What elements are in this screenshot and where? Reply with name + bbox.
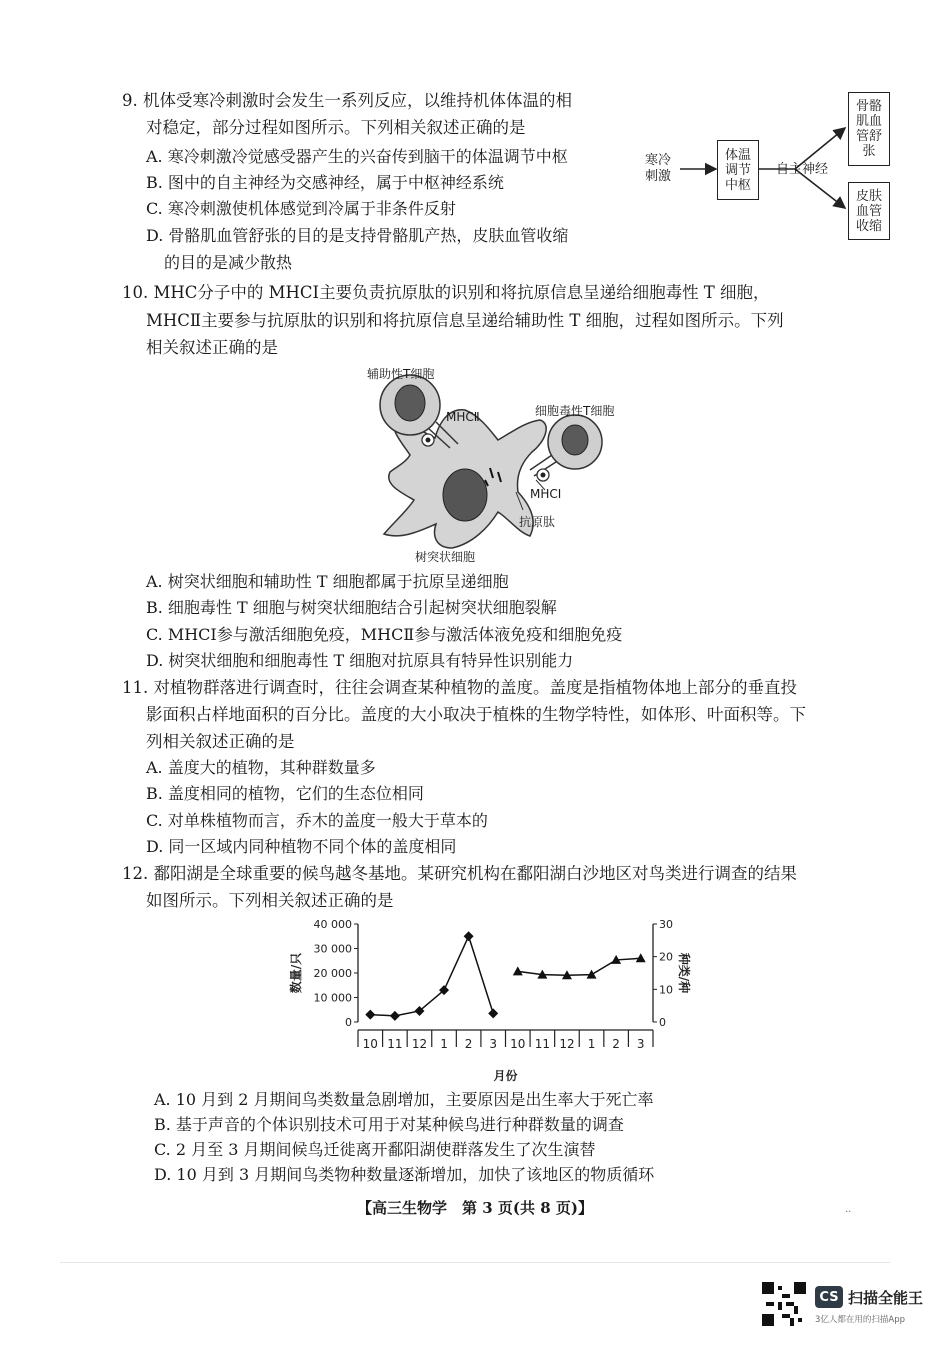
q12-option-d: D. 10 月到 3 月期间鸟类物种数量逐渐增加，加快了该地区的物质循环	[154, 1165, 655, 1184]
muscle-text-3: 管舒	[855, 129, 882, 144]
left-tick-label: 0	[345, 1016, 352, 1029]
q11-stem-line-2: 影面积占样地面积的百分比。盖度的大小取决于植株的生物学特性，如体形、叶面积等。下	[146, 705, 806, 724]
x-tick-label: 12	[559, 1037, 575, 1051]
scanner-logo: CS	[815, 1286, 843, 1308]
x-axis-title: 月份	[493, 1069, 518, 1083]
muscle-box	[848, 92, 890, 166]
x-tick-label: 12	[411, 1037, 428, 1051]
mhc2-label: MHCⅡ	[446, 410, 480, 424]
q9-option-a: A. 寒冷刺激冷觉感受器产生的兴奋传到脑干的体温调节中枢	[146, 147, 568, 166]
species-count-line	[518, 958, 641, 975]
q12-stem-line-2: 如图所示。下列相关叙述正确的是	[146, 891, 394, 910]
q10-stem-line-1: 10. MHC分子中的 MHCⅠ主要负责抗原肽的识别和将抗原信息呈递给细胞毒性 T 细胞，	[122, 283, 770, 302]
right-tick-label: 0	[659, 1016, 666, 1029]
skin-text-2: 血管	[855, 203, 882, 219]
q10-option-b: B. 细胞毒性 T 细胞与树突状细胞结合引起树突状细胞裂解	[146, 598, 557, 617]
stimulus-label-2: 刺激	[645, 169, 672, 184]
qr-code-icon	[762, 1282, 806, 1326]
species-count-point	[513, 966, 523, 975]
q10-stem-line-2: MHCⅡ主要参与抗原肽的识别和将抗原信息呈递给辅助性 T 细胞，过程如图所示。下列	[146, 311, 784, 330]
q12-option-c: C. 2 月至 3 月期间候鸟迁徙离开鄱阳湖使群落发生了次生演替	[154, 1140, 596, 1159]
dendritic-cell-illustration	[340, 360, 650, 570]
x-tick-label: 3	[489, 1037, 498, 1051]
center-text-3: 中枢	[724, 177, 751, 193]
helper-t-cell-label: 辅助性T细胞	[367, 367, 435, 381]
q10-option-d: D. 树突状细胞和细胞毒性 T 细胞对抗原具有特异性识别能力	[146, 651, 574, 670]
bird-survey-chart	[280, 912, 700, 1087]
right-axis-title: 种类/种	[677, 952, 691, 994]
q9-arrows	[0, 0, 950, 300]
dendritic-cell-nucleus	[443, 469, 487, 521]
left-tick-label: 20 000	[313, 967, 352, 980]
footer-divider	[60, 1262, 890, 1263]
q11-stem-line-3: 列相关叙述正确的是	[146, 732, 295, 751]
q9-option-b: B. 图中的自主神经为交感神经，属于中枢神经系统	[146, 173, 504, 192]
bird-count-point	[464, 931, 474, 941]
q10-option-a: A. 树突状细胞和辅助性 T 细胞都属于抗原呈递细胞	[146, 572, 509, 591]
x-tick-label: 11	[387, 1037, 403, 1051]
nerve-label: 自主神经	[776, 162, 829, 177]
skin-text-1: 皮肤	[855, 188, 882, 204]
q9-stem-line-1: 9. 机体受寒冷刺激时会发生一系列反应，以维持机体体温的相	[122, 91, 572, 110]
muscle-text-2: 肌血	[855, 114, 882, 129]
right-tick-label: 30	[659, 918, 673, 931]
q9-stem-line-2: 对稳定，部分过程如图所示。下列相关叙述正确的是	[146, 118, 526, 137]
x-tick-label: 2	[464, 1037, 473, 1051]
muscle-text-4: 张	[862, 144, 876, 159]
center-box	[717, 140, 759, 200]
page-footer: 【高三生物学 第 3 页(共 8 页)】	[357, 1199, 593, 1217]
x-tick-label: 2	[612, 1037, 620, 1051]
x-tick-label: 1	[587, 1037, 596, 1051]
x-tick-label: 1	[440, 1037, 448, 1051]
x-tick-label: 10	[510, 1037, 526, 1051]
bird-count-line	[370, 936, 493, 1016]
footer-mark: ··	[845, 1207, 852, 1218]
right-tick-label: 10	[659, 983, 673, 997]
bird-count-point	[365, 1010, 375, 1020]
q12-option-b: B. 基于声音的个体识别技术可用于对某种候鸟进行种群数量的调查	[154, 1115, 624, 1134]
left-tick-label: 30 000	[313, 942, 352, 956]
mhc1-label: MHCⅠ	[530, 487, 562, 501]
x-tick-label: 11	[534, 1037, 551, 1051]
bird-count-point	[390, 1011, 400, 1021]
stimulus-label-1: 寒冷	[645, 153, 672, 168]
left-tick-label: 10 000	[313, 991, 352, 1005]
q9-option-c: C. 寒冷刺激使机体感觉到冷属于非条件反射	[146, 199, 456, 218]
antigen-peptide-label: 抗原肽	[519, 515, 556, 529]
q10-stem-line-3: 相关叙述正确的是	[146, 338, 278, 357]
q9-option-d-line-2: 的目的是减少散热	[164, 253, 293, 272]
x-tick-label: 3	[636, 1037, 645, 1051]
q9-option-d-line-1: D. 骨骼肌血管舒张的目的是支持骨骼肌产热，皮肤血管收缩	[146, 226, 569, 245]
dendritic-cell-label: 树突状细胞	[415, 550, 476, 564]
muscle-text-1: 骨骼	[855, 99, 882, 114]
left-axis-title: 数量/只	[289, 952, 303, 994]
x-tick-label: 10	[362, 1037, 378, 1051]
skin-box	[848, 182, 890, 240]
q12-option-a: A. 10 月到 2 月期间鸟类数量急剧增加，主要原因是出生率大于死亡率	[154, 1090, 654, 1109]
scanner-tagline: 3亿人都在用的扫描App	[815, 1315, 906, 1325]
q11-option-a: A. 盖度大的植物，其种群数量多	[146, 758, 376, 777]
q10-option-c: C. MHCⅠ参与激活细胞免疫，MHCⅡ参与激活体液免疫和细胞免疫	[146, 625, 623, 644]
q11-stem-line-1: 11. 对植物群落进行调查时，往往会调查某种植物的盖度。盖度是指植物体地上部分的垂直投	[122, 678, 797, 697]
right-tick-label: 20	[659, 950, 673, 964]
skin-text-3: 收缩	[855, 218, 882, 234]
q11-option-d: D. 同一区域内同种植物不同个体的盖度相同	[146, 837, 457, 856]
left-tick-label: 40 000	[313, 918, 352, 931]
center-text-1: 体温	[724, 147, 751, 163]
q11-option-c: C. 对单株植物而言，乔木的盖度一般大于草本的	[146, 811, 488, 830]
bird-count-point	[488, 1008, 498, 1018]
center-text-2: 调节	[724, 162, 751, 178]
q12-stem-line-1: 12. 鄱阳湖是全球重要的候鸟越冬基地。某研究机构在鄱阳湖白沙地区对鸟类进行调查的结果	[122, 864, 797, 883]
scanner-name: 扫描全能王	[848, 1289, 924, 1307]
cytotoxic-t-cell-label: 细胞毒性T细胞	[535, 404, 615, 418]
q11-option-b: B. 盖度相同的植物，它们的生态位相同	[146, 784, 424, 803]
